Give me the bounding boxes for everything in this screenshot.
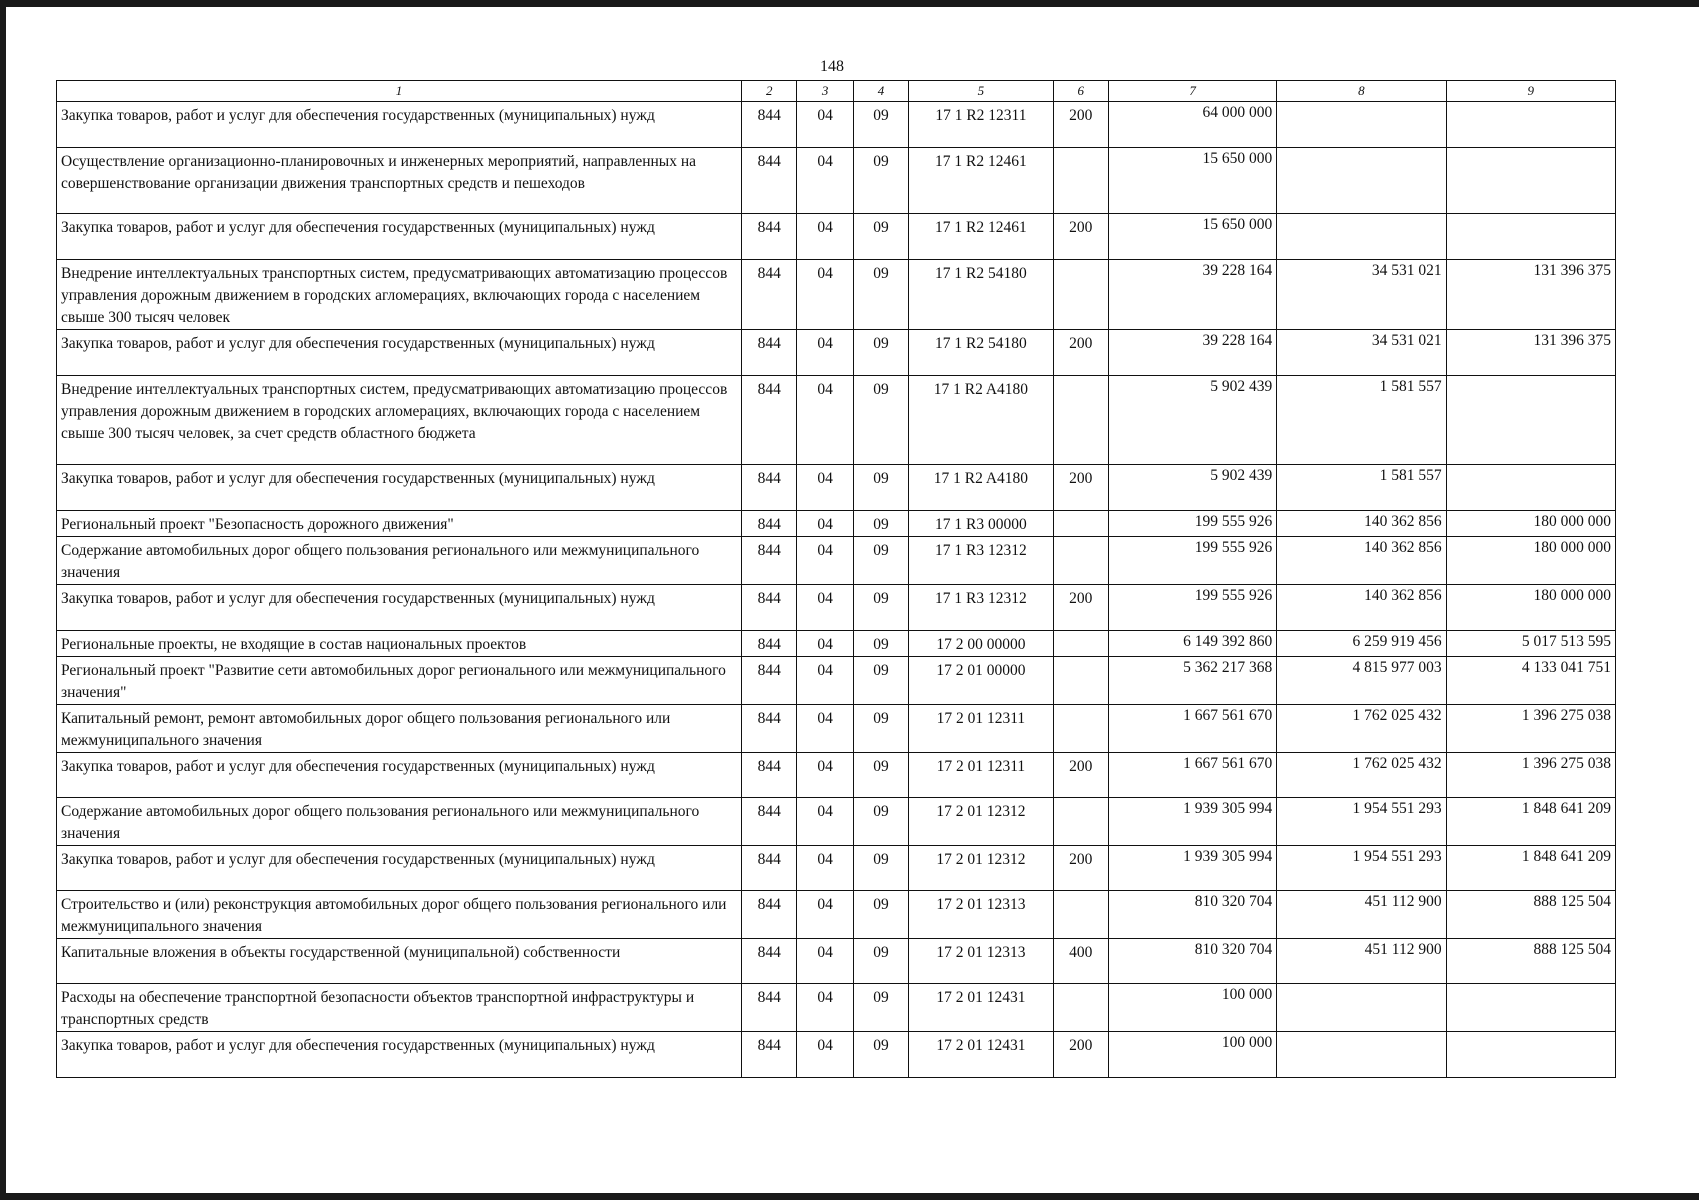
column-header: 2 <box>742 81 797 102</box>
amount-col-7: 5 362 217 368 <box>1108 657 1276 705</box>
department-code: 844 <box>742 631 797 657</box>
table-row <box>57 657 1616 705</box>
amount-col-8: 451 112 900 <box>1277 891 1446 939</box>
amount-col-7: 15 650 000 <box>1108 214 1276 260</box>
target-article-code: 17 1 R2 A4180 <box>909 465 1053 511</box>
column-header: 9 <box>1446 81 1615 102</box>
amount-col-7: 1 667 561 670 <box>1108 753 1276 798</box>
expense-type-code <box>1053 376 1108 465</box>
amount-col-8: 34 531 021 <box>1277 330 1446 376</box>
row-description: Региональный проект "Безопасность дорожного движения" <box>57 511 742 537</box>
expense-type-code: 200 <box>1053 585 1108 631</box>
row-description: Закупка товаров, работ и услуг для обеспечения государственных (муниципальных) нужд <box>57 585 742 631</box>
table-row <box>57 214 1616 260</box>
table-row <box>57 846 1616 891</box>
amount-col-7: 5 902 439 <box>1108 376 1276 465</box>
department-code: 844 <box>742 891 797 939</box>
section-code: 04 <box>797 753 853 798</box>
row-description: Содержание автомобильных дорог общего пользования регионального или межмуниципального значения <box>57 537 742 585</box>
section-code: 04 <box>797 214 853 260</box>
table-row <box>57 753 1616 798</box>
expense-type-code <box>1053 705 1108 753</box>
row-description: Закупка товаров, работ и услуг для обеспечения государственных (муниципальных) нужд <box>57 465 742 511</box>
subsection-code: 09 <box>853 939 908 984</box>
table-row <box>57 148 1616 214</box>
amount-col-8: 1 581 557 <box>1277 465 1446 511</box>
column-header: 5 <box>909 81 1053 102</box>
table-row <box>57 585 1616 631</box>
department-code: 844 <box>742 148 797 214</box>
column-number-row <box>57 81 1616 102</box>
section-code: 04 <box>797 511 853 537</box>
target-article-code: 17 1 R2 A4180 <box>909 376 1053 465</box>
amount-col-9: 5 017 513 595 <box>1446 631 1615 657</box>
target-article-code: 17 2 01 12431 <box>909 984 1053 1032</box>
amount-col-9: 1 848 641 209 <box>1446 846 1615 891</box>
target-article-code: 17 1 R3 12312 <box>909 585 1053 631</box>
section-code: 04 <box>797 705 853 753</box>
column-header: 4 <box>853 81 908 102</box>
subsection-code: 09 <box>853 585 908 631</box>
department-code: 844 <box>742 1032 797 1078</box>
subsection-code: 09 <box>853 631 908 657</box>
table-row <box>57 260 1616 330</box>
target-article-code: 17 1 R2 12311 <box>909 102 1053 148</box>
department-code: 844 <box>742 465 797 511</box>
section-code: 04 <box>797 846 853 891</box>
amount-col-7: 199 555 926 <box>1108 511 1276 537</box>
amount-col-8 <box>1277 214 1446 260</box>
row-description: Закупка товаров, работ и услуг для обеспечения государственных (муниципальных) нужд <box>57 1032 742 1078</box>
scan-border-bottom <box>0 1193 1699 1200</box>
department-code: 844 <box>742 330 797 376</box>
amount-col-7: 100 000 <box>1108 1032 1276 1078</box>
subsection-code: 09 <box>853 537 908 585</box>
table-row <box>57 537 1616 585</box>
row-description: Закупка товаров, работ и услуг для обеспечения государственных (муниципальных) нужд <box>57 753 742 798</box>
expense-type-code: 200 <box>1053 465 1108 511</box>
target-article-code: 17 2 00 00000 <box>909 631 1053 657</box>
amount-col-7: 15 650 000 <box>1108 148 1276 214</box>
page-number: 148 <box>820 58 844 75</box>
amount-col-8: 1 762 025 432 <box>1277 705 1446 753</box>
table-row <box>57 465 1616 511</box>
amount-col-9: 1 396 275 038 <box>1446 753 1615 798</box>
expense-type-code <box>1053 657 1108 705</box>
amount-col-8: 1 954 551 293 <box>1277 846 1446 891</box>
table-row <box>57 984 1616 1032</box>
scan-border-left <box>0 0 6 1200</box>
row-description: Расходы на обеспечение транспортной безопасности объектов транспортной инфраструктуры и транспортных средств <box>57 984 742 1032</box>
amount-col-7: 1 939 305 994 <box>1108 846 1276 891</box>
amount-col-9 <box>1446 1032 1615 1078</box>
expense-type-code <box>1053 148 1108 214</box>
table-row <box>57 939 1616 984</box>
expense-type-code: 200 <box>1053 330 1108 376</box>
amount-col-8 <box>1277 148 1446 214</box>
section-code: 04 <box>797 1032 853 1078</box>
target-article-code: 17 2 01 12312 <box>909 846 1053 891</box>
department-code: 844 <box>742 585 797 631</box>
department-code: 844 <box>742 705 797 753</box>
amount-col-8: 140 362 856 <box>1277 511 1446 537</box>
subsection-code: 09 <box>853 798 908 846</box>
expense-type-code: 400 <box>1053 939 1108 984</box>
row-description: Осуществление организационно-планировочных и инженерных мероприятий, направленных на совершенствование организации движения транспортных средств и пешеходов <box>57 148 742 214</box>
amount-col-7: 1 939 305 994 <box>1108 798 1276 846</box>
amount-col-9: 888 125 504 <box>1446 939 1615 984</box>
target-article-code: 17 2 01 00000 <box>909 657 1053 705</box>
column-header: 7 <box>1108 81 1276 102</box>
department-code: 844 <box>742 260 797 330</box>
target-article-code: 17 2 01 12313 <box>909 939 1053 984</box>
row-description: Закупка товаров, работ и услуг для обеспечения государственных (муниципальных) нужд <box>57 102 742 148</box>
target-article-code: 17 1 R3 12312 <box>909 537 1053 585</box>
column-header: 3 <box>797 81 853 102</box>
section-code: 04 <box>797 657 853 705</box>
amount-col-8: 4 815 977 003 <box>1277 657 1446 705</box>
amount-col-7: 5 902 439 <box>1108 465 1276 511</box>
row-description: Региональные проекты, не входящие в состав национальных проектов <box>57 631 742 657</box>
target-article-code: 17 1 R3 00000 <box>909 511 1053 537</box>
row-description: Капитальный ремонт, ремонт автомобильных дорог общего пользования регионального или межмуниципального значения <box>57 705 742 753</box>
subsection-code: 09 <box>853 846 908 891</box>
amount-col-9 <box>1446 214 1615 260</box>
row-description: Внедрение интеллектуальных транспортных систем, предусматривающих автоматизацию процессов управления дорожным движением в городских агломерациях, включающих города с населением свыше 300 тысяч человек <box>57 260 742 330</box>
department-code: 844 <box>742 537 797 585</box>
column-header: 1 <box>57 81 742 102</box>
amount-col-9: 131 396 375 <box>1446 260 1615 330</box>
amount-col-9: 1 848 641 209 <box>1446 798 1615 846</box>
subsection-code: 09 <box>853 148 908 214</box>
subsection-code: 09 <box>853 1032 908 1078</box>
expense-type-code <box>1053 537 1108 585</box>
amount-col-9 <box>1446 465 1615 511</box>
row-description: Закупка товаров, работ и услуг для обеспечения государственных (муниципальных) нужд <box>57 330 742 376</box>
amount-col-9 <box>1446 102 1615 148</box>
subsection-code: 09 <box>853 511 908 537</box>
target-article-code: 17 1 R2 12461 <box>909 214 1053 260</box>
subsection-code: 09 <box>853 984 908 1032</box>
target-article-code: 17 1 R2 54180 <box>909 330 1053 376</box>
department-code: 844 <box>742 102 797 148</box>
table-row <box>57 330 1616 376</box>
amount-col-7: 199 555 926 <box>1108 537 1276 585</box>
amount-col-8: 451 112 900 <box>1277 939 1446 984</box>
amount-col-7: 810 320 704 <box>1108 939 1276 984</box>
amount-col-7: 1 667 561 670 <box>1108 705 1276 753</box>
target-article-code: 17 1 R2 54180 <box>909 260 1053 330</box>
table-row <box>57 511 1616 537</box>
amount-col-7: 199 555 926 <box>1108 585 1276 631</box>
amount-col-9: 1 396 275 038 <box>1446 705 1615 753</box>
column-header: 6 <box>1053 81 1108 102</box>
table-row <box>57 891 1616 939</box>
section-code: 04 <box>797 102 853 148</box>
row-description: Содержание автомобильных дорог общего пользования регионального или межмуниципального значения <box>57 798 742 846</box>
section-code: 04 <box>797 891 853 939</box>
department-code: 844 <box>742 657 797 705</box>
target-article-code: 17 1 R2 12461 <box>909 148 1053 214</box>
section-code: 04 <box>797 537 853 585</box>
expense-type-code <box>1053 984 1108 1032</box>
table-row <box>57 631 1616 657</box>
expense-type-code: 200 <box>1053 1032 1108 1078</box>
amount-col-7: 39 228 164 <box>1108 260 1276 330</box>
target-article-code: 17 2 01 12431 <box>909 1032 1053 1078</box>
amount-col-9: 180 000 000 <box>1446 511 1615 537</box>
amount-col-9 <box>1446 376 1615 465</box>
amount-col-7: 6 149 392 860 <box>1108 631 1276 657</box>
amount-col-9: 180 000 000 <box>1446 537 1615 585</box>
scan-border-top <box>0 0 1699 7</box>
amount-col-9: 180 000 000 <box>1446 585 1615 631</box>
section-code: 04 <box>797 984 853 1032</box>
department-code: 844 <box>742 511 797 537</box>
table-row <box>57 1032 1616 1078</box>
section-code: 04 <box>797 631 853 657</box>
row-description: Закупка товаров, работ и услуг для обеспечения государственных (муниципальных) нужд <box>57 846 742 891</box>
expense-type-code <box>1053 891 1108 939</box>
expense-type-code: 200 <box>1053 214 1108 260</box>
expense-type-code <box>1053 798 1108 846</box>
target-article-code: 17 2 01 12311 <box>909 705 1053 753</box>
amount-col-9 <box>1446 148 1615 214</box>
subsection-code: 09 <box>853 102 908 148</box>
expense-type-code <box>1053 631 1108 657</box>
table-row <box>57 705 1616 753</box>
section-code: 04 <box>797 939 853 984</box>
amount-col-7: 39 228 164 <box>1108 330 1276 376</box>
expense-type-code: 200 <box>1053 753 1108 798</box>
budget-table <box>56 80 1616 1078</box>
amount-col-8: 140 362 856 <box>1277 537 1446 585</box>
row-description: Закупка товаров, работ и услуг для обеспечения государственных (муниципальных) нужд <box>57 214 742 260</box>
section-code: 04 <box>797 376 853 465</box>
amount-col-8: 34 531 021 <box>1277 260 1446 330</box>
amount-col-8: 6 259 919 456 <box>1277 631 1446 657</box>
subsection-code: 09 <box>853 705 908 753</box>
amount-col-8 <box>1277 984 1446 1032</box>
subsection-code: 09 <box>853 891 908 939</box>
department-code: 844 <box>742 753 797 798</box>
subsection-code: 09 <box>853 376 908 465</box>
target-article-code: 17 2 01 12313 <box>909 891 1053 939</box>
amount-col-9: 888 125 504 <box>1446 891 1615 939</box>
subsection-code: 09 <box>853 657 908 705</box>
row-description: Строительство и (или) реконструкция автомобильных дорог общего пользования регионального или межмуниципального значения <box>57 891 742 939</box>
table-row <box>57 376 1616 465</box>
amount-col-8: 1 581 557 <box>1277 376 1446 465</box>
department-code: 844 <box>742 214 797 260</box>
row-description: Региональный проект "Развитие сети автомобильных дорог регионального или межмуниципального значения" <box>57 657 742 705</box>
expense-type-code <box>1053 511 1108 537</box>
subsection-code: 09 <box>853 753 908 798</box>
amount-col-7: 64 000 000 <box>1108 102 1276 148</box>
expense-type-code: 200 <box>1053 102 1108 148</box>
section-code: 04 <box>797 798 853 846</box>
amount-col-7: 810 320 704 <box>1108 891 1276 939</box>
department-code: 844 <box>742 939 797 984</box>
row-description: Капитальные вложения в объекты государственной (муниципальной) собственности <box>57 939 742 984</box>
section-code: 04 <box>797 330 853 376</box>
section-code: 04 <box>797 260 853 330</box>
subsection-code: 09 <box>853 465 908 511</box>
section-code: 04 <box>797 465 853 511</box>
table-row <box>57 798 1616 846</box>
department-code: 844 <box>742 984 797 1032</box>
section-code: 04 <box>797 148 853 214</box>
subsection-code: 09 <box>853 330 908 376</box>
amount-col-8: 1 954 551 293 <box>1277 798 1446 846</box>
subsection-code: 09 <box>853 214 908 260</box>
expense-type-code <box>1053 260 1108 330</box>
amount-col-8: 140 362 856 <box>1277 585 1446 631</box>
row-description: Внедрение интеллектуальных транспортных систем, предусматривающих автоматизацию процессов управления дорожным движением в городских агломерациях, включающих города с населением свыше 300 тысяч человек, за счет средств областного бюджета <box>57 376 742 465</box>
department-code: 844 <box>742 376 797 465</box>
amount-col-8 <box>1277 1032 1446 1078</box>
amount-col-9: 4 133 041 751 <box>1446 657 1615 705</box>
target-article-code: 17 2 01 12312 <box>909 798 1053 846</box>
table-row <box>57 102 1616 148</box>
amount-col-7: 100 000 <box>1108 984 1276 1032</box>
column-header: 8 <box>1277 81 1446 102</box>
table-body <box>57 102 1616 1078</box>
amount-col-9 <box>1446 984 1615 1032</box>
target-article-code: 17 2 01 12311 <box>909 753 1053 798</box>
amount-col-9: 131 396 375 <box>1446 330 1615 376</box>
expense-type-code: 200 <box>1053 846 1108 891</box>
department-code: 844 <box>742 846 797 891</box>
subsection-code: 09 <box>853 260 908 330</box>
department-code: 844 <box>742 798 797 846</box>
section-code: 04 <box>797 585 853 631</box>
amount-col-8 <box>1277 102 1446 148</box>
amount-col-8: 1 762 025 432 <box>1277 753 1446 798</box>
